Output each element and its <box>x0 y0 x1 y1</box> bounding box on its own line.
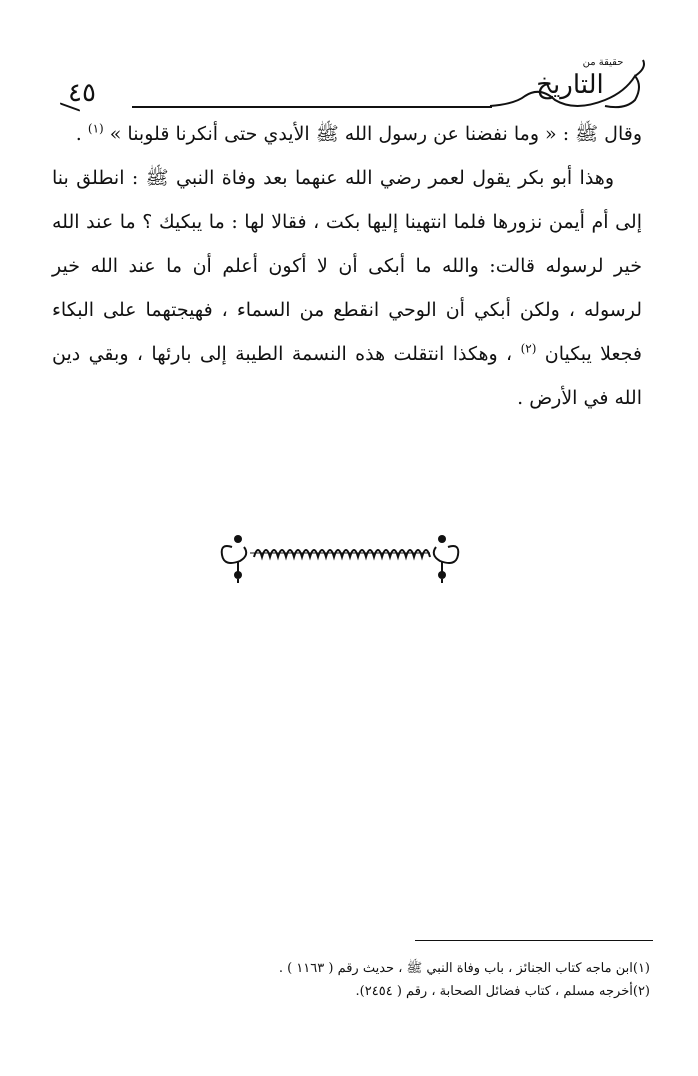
header-rule <box>132 106 492 108</box>
page-number: ٤٥ <box>68 78 96 108</box>
paragraph-1 <box>52 112 642 156</box>
paragraph-1-text: وقال ﷺ : « وما نفضنا عن رسول الله ﷺ الأيدي حتى أنكرنا قلوبنا » <box>109 123 642 145</box>
body-text <box>52 112 642 420</box>
paragraph-2-text: وهذا أبو بكر يقول لعمر رضي الله عنهما بعد وفاة النبي ﷺ : انطلق بنا إلى أم أيمن نزورها فلما انتهينا إليها بكت ، فقالا لها : ما يبكيك ؟ ما عند الله خير لرسوله قالت: والله ما أبكى أن لا أكون أعلم أن ما عند الله خير لرسوله ، ولكن أبكي أن الوحي انقطع من السماء ، فهيجتهما على البكاء فجعلا يبكيان <box>52 167 643 365</box>
footnote-ref-2: (٢) <box>520 341 537 356</box>
header-subtitle: حقيقة من <box>582 57 624 68</box>
paragraph-2-text-end: ، وهكذا انتقلت هذه النسمة الطيبة إلى بارئها ، وبقي دين الله في الأرض . <box>52 343 642 409</box>
footnote-rule <box>415 940 653 941</box>
section-divider-ornament <box>210 525 470 587</box>
header-title: التاريخ <box>536 70 604 100</box>
footnote-1: (١)ابن ماجه كتاب الجنائز ، باب وفاة النبي ﷺ ، حديث رقم ( ١١٦٣ ) . <box>278 961 650 976</box>
paragraph-2 <box>52 156 642 420</box>
footnote-2: (٢)أخرجه مسلم ، كتاب فضائل الصحابة ، رقم ( ٢٤٥٤). <box>355 984 650 999</box>
footnotes <box>210 957 650 1003</box>
paragraph-1-period: . <box>75 123 82 145</box>
page-header <box>30 56 650 116</box>
footnote-ref-1: (١) <box>87 121 104 136</box>
